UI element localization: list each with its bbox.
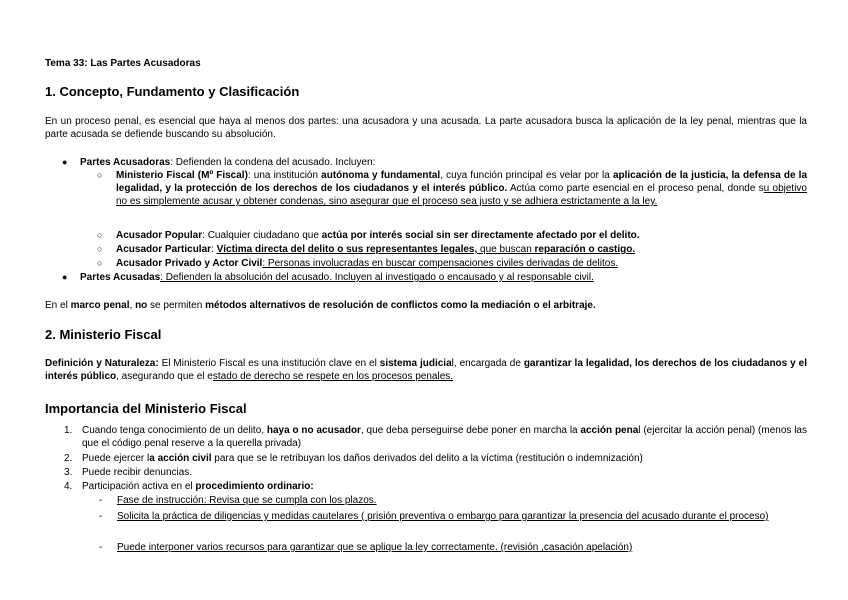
list-item-3: Puede recibir denuncias. xyxy=(82,467,193,478)
list-item-acusador-popular: Acusador Popular: Cualquier ciudadano que actúa por interés social sin ser directamente afectado por el delito. xyxy=(116,230,640,241)
list-item-partes-acusadas: Partes Acusadas: Defienden la absolución del acusado. Incluyen al investigado o encausado y al responsable civil. xyxy=(80,272,594,283)
list-number: 4. xyxy=(64,481,73,492)
section-2-heading: 2. Ministerio Fiscal xyxy=(45,327,162,342)
bullet-dot-icon: ● xyxy=(62,157,68,167)
list-item-4: Participación activa en el procedimiento ordinario: xyxy=(82,481,314,492)
list-item-1: Cuando tenga conocimiento de un delito, haya o no acusador, que deba perseguirse debe poner en marcha la acción penal (ejercitar la acción penal) (menos las que el código penal reserve a la querella privada) xyxy=(82,425,807,449)
section-1-closing: En el marco penal, no se permiten métodos alternativos de resolución de conflictos como la mediación o el arbitraje. xyxy=(45,300,596,311)
bullet-circle-icon: ○ xyxy=(97,230,103,240)
section-1-intro: En un proceso penal, es esencial que haya al menos dos partes: una acusadora y una acusada. La parte acusadora busca la aplicación de la ley penal, mientras que la parte acusada se defiende buscando su absolución. xyxy=(45,116,807,140)
list-item-acusador-particular: Acusador Particular: Víctima directa del delito o sus representantes legales, que buscan reparación o castigo. xyxy=(116,244,636,255)
bullet-circle-icon: ○ xyxy=(97,170,103,180)
list-item-acusador-privado: Acusador Privado y Actor Civil: Personas involucradas en buscar compensaciones civiles derivadas de delitos. xyxy=(116,258,619,269)
section-3-heading: Importancia del Ministerio Fiscal xyxy=(45,401,247,416)
list-item-2: Puede ejercer la acción civil para que se le retribuyan los daños derivados del delito a la víctima (restitución o indemnización) xyxy=(82,453,643,464)
dash-bullet: - xyxy=(99,511,103,522)
sublist-item-2: Solicita la práctica de diligencias y medidas cautelares ( prisión preventiva o embargo para garantizar la presencia del acusado durante el proceso) xyxy=(117,511,769,522)
sublist-item-1: Fase de instrucción: Revisa que se cumpla con los plazos. xyxy=(117,495,377,506)
bullet-circle-icon: ○ xyxy=(97,258,103,268)
section-1-heading: 1. Concepto, Fundamento y Clasificación xyxy=(45,84,300,99)
list-item-partes-acusadoras: Partes Acusadoras: Defienden la condena del acusado. Incluyen: xyxy=(80,157,376,168)
section-2-definition: Definición y Naturaleza: El Ministerio Fiscal es una institución clave en el sistema judicial, encargada de garantizar la legalidad, los derechos de los ciudadanos y el interés público, asegurando que el estado de derecho se respete en los procesos penales. xyxy=(45,358,807,382)
list-number: 1. xyxy=(64,425,73,436)
list-item-ministerio-fiscal: Ministerio Fiscal (Mº Fiscal): una institución autónoma y fundamental, cuya función principal es velar por la aplicación de la justicia, la defensa de la legalidad, y la protección de los derechos de los ciudadanos y el interés público. Actúa como parte esencial en el proceso penal, donde su objetivo no es simplemente acusar y obtener condenas, sino asegurar que el proceso sea justo y se adhiera estrictamente a la ley. xyxy=(116,170,808,207)
list-number: 2. xyxy=(64,453,73,464)
bullet-dot-icon: ● xyxy=(62,272,68,282)
dash-bullet: - xyxy=(99,542,103,553)
dash-bullet: - xyxy=(99,495,103,506)
list-number: 3. xyxy=(64,467,73,478)
document-title: Tema 33: Las Partes Acusadoras xyxy=(45,58,201,69)
bullet-circle-icon: ○ xyxy=(97,244,103,254)
sublist-item-3: Puede interponer varios recursos para garantizar que se aplique la ley correctamente. (revisión ,casación apelación) xyxy=(117,542,633,553)
